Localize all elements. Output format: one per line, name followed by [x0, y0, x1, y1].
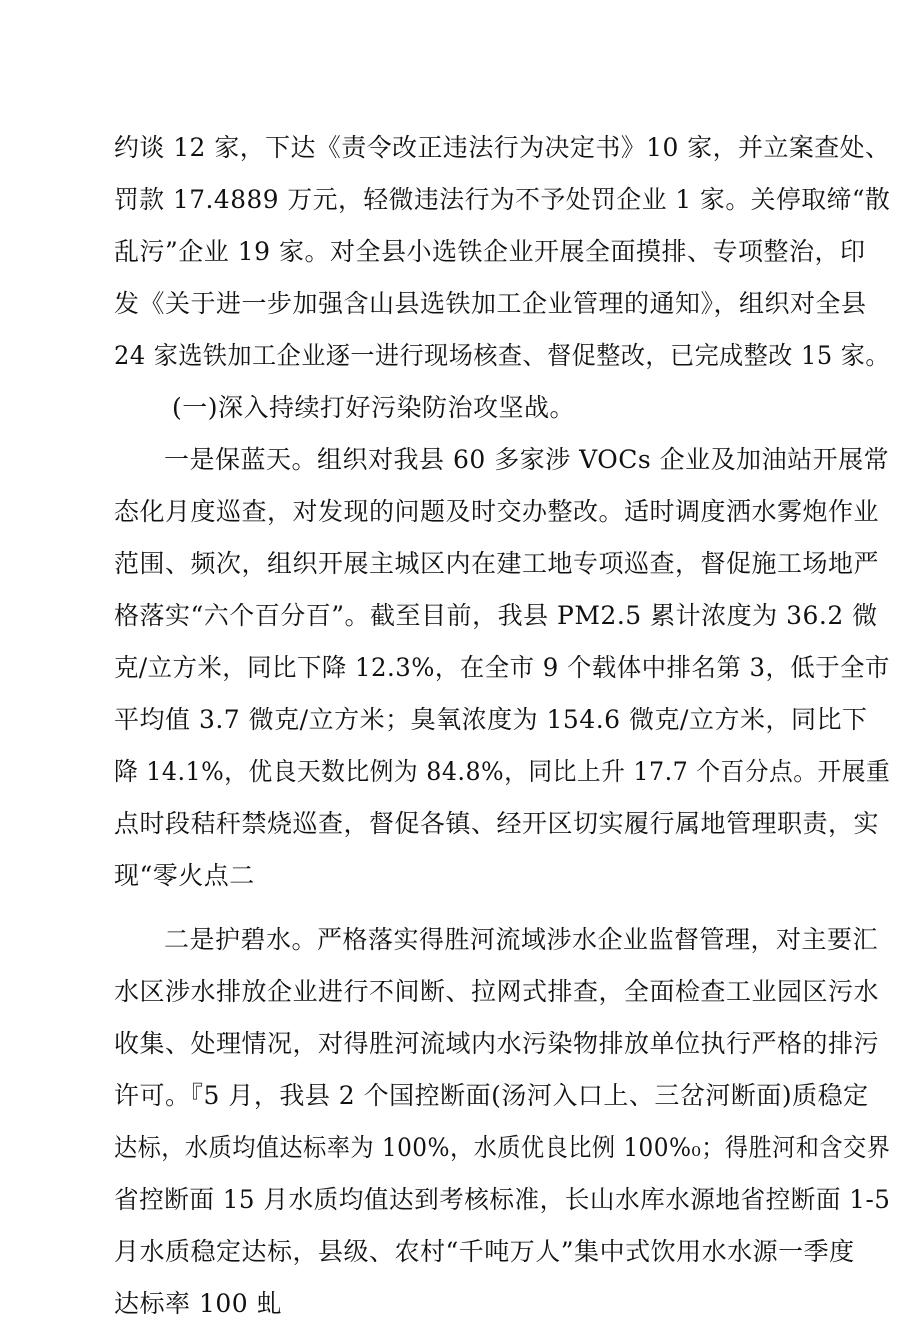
- text-line: 约谈 12 家，下达《责令改正违法行为决定书》10 家，并立案查处、: [114, 133, 891, 162]
- text-line: 范围、频次，组织开展主城区内在建工地专项巡查，督促施工场地严: [114, 549, 880, 578]
- text-line: 许可。『5 月，我县 2 个国控断面(汤河入口上、三岔河断面)质稳定: [114, 1081, 869, 1110]
- text-line: 态化月度巡查，对发现的问题及时交办整改。适时调度洒水雾炮作业: [114, 497, 880, 526]
- text-line: 乱污”企业 19 家。对全县小选铁企业开展全面摸排、专项整治，印: [114, 237, 866, 266]
- paragraph-start: 二是护碧水。严格落实得胜河流域涉水企业监督管理，对主要汇: [164, 925, 879, 954]
- text-line: 罚款 17.4889 万元，轻微违法行为不予处罚企业 1 家。关停取缔“散: [114, 185, 891, 214]
- text-line: 降 14.1%，优良天数比例为 84.8%，同比上升 17.7 个百分点。开展重: [114, 757, 891, 786]
- text-line: 达标率 100 虬: [114, 1289, 283, 1318]
- text-line: 24 家选铁加工企业逐一进行现场核查、督促整改，已完成整改 15 家。: [114, 341, 890, 370]
- text-line: 现“零火点二: [114, 861, 255, 890]
- text-line: 发《关于进一步加强含山县选铁加工企业管理的通知》，组织对全县: [114, 289, 867, 318]
- section-heading: (一)深入持续打好污染防治攻坚战。: [172, 393, 576, 422]
- text-line: 点时段秸秆禁烧巡查，督促各镇、经开区切实履行属地管理职责，实: [114, 809, 880, 838]
- paragraph-start: 一是保蓝天。组织对我县 60 多家涉 VOCs 企业及加油站开展常: [164, 445, 890, 474]
- text-line: 达标，水质均值达标率为 100%，水质优良比例 100%₀；得胜河和含交界: [114, 1133, 891, 1162]
- text-line: 省控断面 15 月水质均值达到考核标准，长山水库水源地省控断面 1-5: [114, 1185, 891, 1214]
- text-line: 平均值 3.7 微克/立方米；臭氧浓度为 154.6 微克/立方米，同比下: [114, 705, 868, 734]
- text-line: 收集、处理情况，对得胜河流域内水污染物排放单位执行严格的排污: [114, 1029, 880, 1058]
- text-line: 格落实“六个百分百”。截至目前，我县 PM2.5 累计浓度为 36.2 微: [114, 601, 878, 630]
- text-line: 克/立方米，同比下降 12.3%，在全市 9 个载体中排名第 3，低于全市: [114, 653, 890, 682]
- text-line: 水区涉水排放企业进行不间断、拉网式排查，全面检查工业园区污水: [114, 977, 880, 1006]
- text-line: 月水质稳定达标，县级、农村“千吨万人”集中式饮用水水源一季度: [114, 1237, 855, 1266]
